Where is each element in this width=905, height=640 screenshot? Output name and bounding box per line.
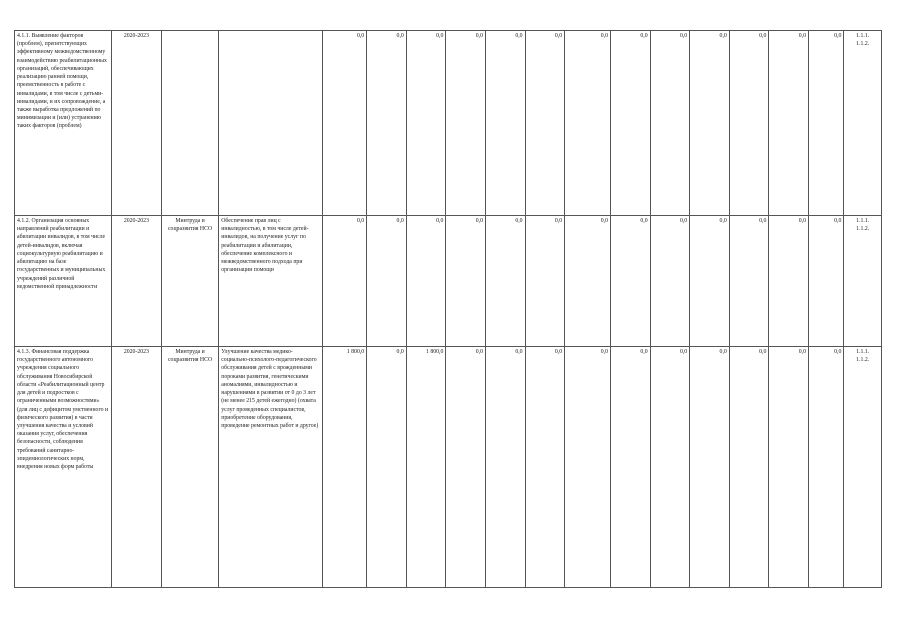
expected-result-cell xyxy=(219,31,323,216)
value-cell: 0,0 xyxy=(565,31,611,216)
value-cell: 0,0 xyxy=(769,31,809,216)
value-cell: 0,0 xyxy=(485,216,525,347)
period-cell: 2020-2023 xyxy=(111,31,161,216)
value-cell: 0,0 xyxy=(690,216,730,347)
goal-reference-cell xyxy=(844,347,882,588)
expected-result-cell: Обеспечение прав лиц с инвалидностью, в том числе детей-инвалидов, на получение услуг по реабилитации и абилитации, обеспечение комплексного и межведомственного подхода при организации помощи xyxy=(219,216,323,347)
value-cell: 0,0 xyxy=(565,347,611,588)
expected-result-cell: Улучшение качества медико-социально-психолого-педагогического обслуживания детей с врожденными пороками развития, генетическими аномалиями, инвалидностью и нарушениями в развитии от 0 до 3 лет (не менее 215 детей ежегодно) (охвата услуг проведенных специалистов, приобретение оборудования, проведение ремонтных работ и другое) xyxy=(219,347,323,588)
responsible-cell xyxy=(161,31,218,216)
goal-reference-cell xyxy=(844,31,882,216)
value-cell: 0,0 xyxy=(367,31,407,216)
measure-name-cell: 4.1.2. Организация основных направлений реабилитации и абилитации инвалидов, в том числе детей-инвалидов, включая социокультурную реабилитацию и абилитацию на базе государственных и муниципальных учреждений различной ведомственной принадлежности xyxy=(15,216,112,347)
program-measures-table xyxy=(14,30,882,588)
goal-reference-text: 1.1.1. 1.1.2. xyxy=(856,349,870,364)
value-cell: 1 800,0 xyxy=(323,347,367,588)
value-cell: 0,0 xyxy=(729,31,769,216)
measure-name-cell: 4.1.1. Выявление факторов (проблем), препятствующих эффективному межведомственному взаимодействию реабилитационных организаций, обеспечивающих реализацию ранней помощи, преемственность в работе с инвалидами, в том числе с детьми-инвалидами, и их сопровождение, а также выработка предложений по минимизации и (или) устранению таких факторов (проблем) xyxy=(15,31,112,216)
value-cell: 0,0 xyxy=(769,347,809,588)
table-row xyxy=(15,31,882,216)
value-cell: 0,0 xyxy=(525,216,565,347)
value-cell: 0,0 xyxy=(525,347,565,588)
value-cell: 0,0 xyxy=(769,216,809,347)
value-cell: 0,0 xyxy=(323,31,367,216)
value-cell: 1 800,0 xyxy=(406,347,446,588)
value-cell: 0,0 xyxy=(446,31,486,216)
goal-reference-text: 1.1.1. 1.1.2. xyxy=(856,218,870,233)
responsible-cell: Минтруда и соцразвития НСО xyxy=(161,347,218,588)
period-cell: 2020-2023 xyxy=(111,347,161,588)
value-cell: 0,0 xyxy=(611,31,651,216)
value-cell: 0,0 xyxy=(650,216,690,347)
value-cell: 0,0 xyxy=(808,216,843,347)
value-cell: 0,0 xyxy=(406,216,446,347)
value-cell: 0,0 xyxy=(367,216,407,347)
value-cell: 0,0 xyxy=(690,31,730,216)
value-cell: 0,0 xyxy=(485,347,525,588)
value-cell: 0,0 xyxy=(367,347,407,588)
value-cell: 0,0 xyxy=(650,347,690,588)
goal-reference-text: 1.1.1. 1.1.2. xyxy=(856,33,870,48)
value-cell: 0,0 xyxy=(808,347,843,588)
period-cell: 2020-2023 xyxy=(111,216,161,347)
value-cell: 0,0 xyxy=(485,31,525,216)
value-cell: 0,0 xyxy=(323,216,367,347)
value-cell: 0,0 xyxy=(611,216,651,347)
table-row xyxy=(15,216,882,347)
responsible-cell: Минтруда и соцразвития НСО xyxy=(161,216,218,347)
value-cell: 0,0 xyxy=(406,31,446,216)
value-cell: 0,0 xyxy=(650,31,690,216)
value-cell: 0,0 xyxy=(808,31,843,216)
measure-name-cell: 4.1.3. Финансовая поддержка государственного автономного учреждения социального обслуживания Новосибирской области «Реабилитационный центр для детей и подростков с ограниченными возможностями» (для лиц с дефицитом умственного и физического развития) в части улучшения качества и условий оказания услуг, обеспечения безопасности, соблюдения требований санитарно-эпидемиологических норм, внедрения новых форм работы xyxy=(15,347,112,588)
value-cell: 0,0 xyxy=(525,31,565,216)
value-cell: 0,0 xyxy=(611,347,651,588)
value-cell: 0,0 xyxy=(446,216,486,347)
value-cell: 0,0 xyxy=(565,216,611,347)
value-cell: 0,0 xyxy=(690,347,730,588)
goal-reference-cell xyxy=(844,216,882,347)
value-cell: 0,0 xyxy=(729,347,769,588)
value-cell: 0,0 xyxy=(729,216,769,347)
table-row xyxy=(15,347,882,588)
value-cell: 0,0 xyxy=(446,347,486,588)
